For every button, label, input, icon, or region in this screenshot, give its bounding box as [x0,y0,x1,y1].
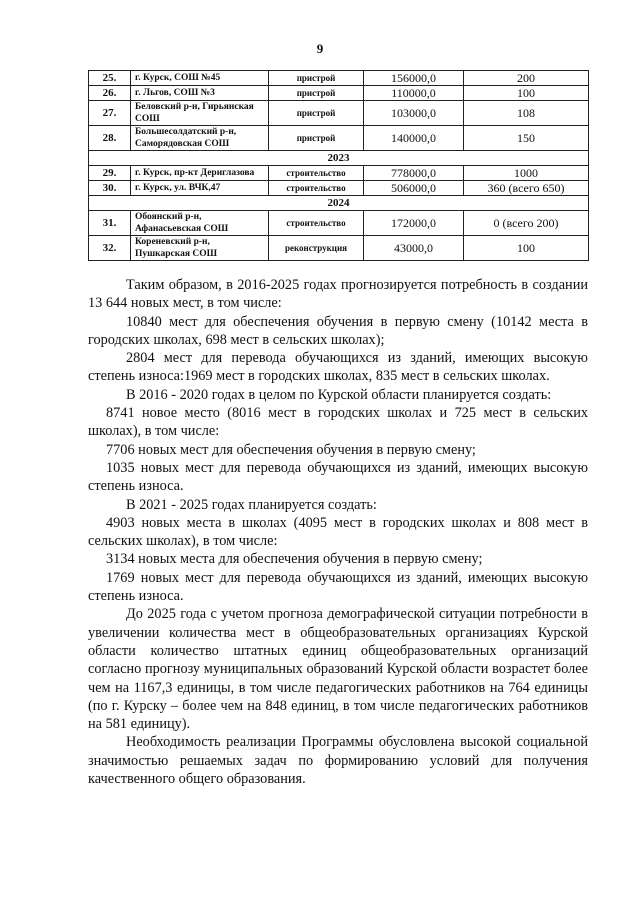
year-row [89,151,589,166]
paragraph: Необходимость реализации Программы обусловлена высокой социальной значимостью решаемых задач по формированию условий для получения качественного общего образования. [88,734,588,788]
paragraph: Таким образом, в 2016-2025 годах прогнозируется потребность в создании 13 644 новых мест, в том числе: [88,277,588,312]
row-number: 25. [89,71,131,86]
paragraph: 4903 новых места в школах (4095 мест в городских школах и 808 мест в сельских школах), в том числе: [88,514,588,550]
table-body [89,71,589,261]
year-row [89,196,589,211]
row-number: 28. [89,126,131,151]
year-label: 2024 [89,196,589,211]
row-work-type: реконструкция [269,236,364,261]
row-cost: 506000,0 [364,181,464,196]
row-number: 32. [89,236,131,261]
paragraph: 1769 новых мест для перевода обучающихся из зданий, имеющих высокую степень износа. [88,569,588,605]
paragraph: До 2025 года с учетом прогноза демографической ситуации потребности в увеличении количества мест в общеобразовательных организациях Курской области количество штатных единиц общеобразовательных организаций согласно прогнозу муниципальных образований Курской области возрастет более чем на 1167,3 единицы, в том числе педагогических работников на 764 единицы (по г. Курску – более чем на 848 единиц, в том числе педагогических работников на 581 единицу). [88,606,588,733]
row-work-type: строительство [269,211,364,236]
paragraph: 8741 новое место (8016 мест в городских школах и 725 мест в сельских школах), в том числе: [88,405,588,440]
row-places: 100 [464,236,589,261]
row-places: 1000 [464,166,589,181]
row-work-type: пристрой [269,86,364,101]
table-row [89,211,589,236]
row-address: Обоянский р-н, Афанасьевская СОШ [131,211,269,236]
row-places: 360 (всего 650) [464,181,589,196]
row-address: г. Курск, пр-кт Дериглазова [131,166,269,181]
row-work-type: пристрой [269,126,364,151]
row-address: г. Курск, СОШ №45 [131,71,269,86]
paragraph: 7706 новых мест для обеспечения обучения в первую смену; [106,441,476,458]
row-places: 0 (всего 200) [464,211,589,236]
row-cost: 140000,0 [364,126,464,151]
paragraph: 3134 новых места для обеспечения обучения в первую смену; [106,551,483,568]
row-cost: 156000,0 [364,71,464,86]
construction-table [88,70,589,261]
row-places: 200 [464,71,589,86]
year-label: 2023 [89,151,589,166]
row-places: 100 [464,86,589,101]
row-places: 108 [464,101,589,126]
row-address: Большесолдатский р-н, Саморядовская СОШ [131,126,269,151]
row-number: 30. [89,181,131,196]
table-row [89,71,589,86]
row-address: г. Курск, ул. ВЧК,47 [131,181,269,196]
table-row [89,126,589,151]
paragraph: 2804 мест для перевода обучающихся из зданий, имеющих высокую степень износа:1969 мест в городских школах, 835 мест в сельских школах. [88,350,588,385]
table-row [89,166,589,181]
row-address: г. Льгов, СОШ №3 [131,86,269,101]
paragraph: В 2016 - 2020 годах в целом по Курской области планируется создать: [126,386,552,403]
row-number: 26. [89,86,131,101]
body-text [88,276,588,788]
row-places: 150 [464,126,589,151]
row-work-type: строительство [269,166,364,181]
row-cost: 172000,0 [364,211,464,236]
row-work-type: пристрой [269,101,364,126]
paragraph: 10840 мест для обеспечения обучения в первую смену (10142 места в городских школах, 698 мест в сельских школах); [88,313,588,348]
row-cost: 110000,0 [364,86,464,101]
row-number: 31. [89,211,131,236]
paragraph: В 2021 - 2025 годах планируется создать: [126,496,377,513]
row-cost: 778000,0 [364,166,464,181]
page-number: 9 [316,41,324,56]
row-cost: 43000,0 [364,236,464,261]
paragraph: 1035 новых мест для перевода обучающихся из зданий, имеющих высокую степень износа. [88,459,588,495]
row-cost: 103000,0 [364,101,464,126]
row-address: Беловский р-н, Гирьянская СОШ [131,101,269,126]
row-number: 27. [89,101,131,126]
row-address: Кореневский р-н, Пушкарская СОШ [131,236,269,261]
table-row [89,86,589,101]
table-row [89,181,589,196]
table-row [89,236,589,261]
row-work-type: строительство [269,181,364,196]
table-row [89,101,589,126]
row-work-type: пристрой [269,71,364,86]
row-number: 29. [89,166,131,181]
